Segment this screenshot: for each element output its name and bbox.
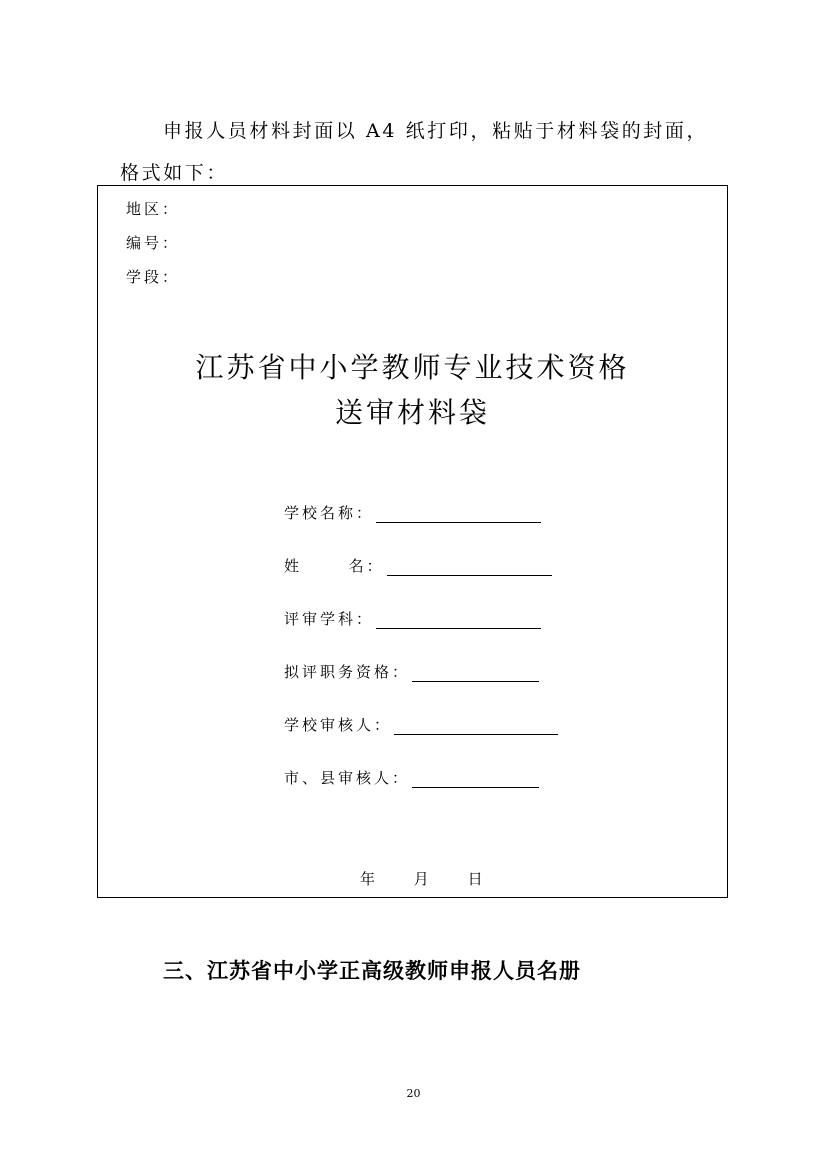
intro-line-2: 格式如下： — [120, 162, 229, 184]
cover-title-line-2: 送审材料袋 — [334, 396, 490, 429]
cover-title-line-1: 江苏省中小学教师专业技术资格 — [195, 351, 630, 384]
name-field — [284, 555, 552, 576]
school-reviewer-label: 学校审核人： — [284, 716, 393, 734]
title-qualification-label: 拟评职务资格： — [284, 663, 411, 681]
intro-line-1: 申报人员材料封面以 A4 纸打印，粘贴于材料袋的封面， — [163, 120, 709, 142]
school-reviewer-blank — [394, 716, 558, 735]
stage-label: 学段： — [126, 268, 181, 286]
date-month: 月 — [413, 870, 429, 888]
material-bag-cover — [97, 185, 728, 898]
date-line — [360, 868, 483, 889]
school-name-label: 学校名称： — [284, 504, 375, 522]
date-day: 日 — [467, 870, 483, 888]
title-qualification-blank — [412, 663, 539, 682]
city-county-reviewer-label: 市、县审核人： — [284, 769, 411, 787]
section-heading: 三、江苏省中小学正高级教师申报人员名册 — [163, 959, 581, 983]
name-label: 姓 名： — [284, 557, 385, 575]
page-number: 20 — [406, 1087, 421, 1100]
subject-blank — [376, 610, 541, 629]
title-qualification-field — [284, 661, 539, 682]
city-county-reviewer-blank — [412, 769, 539, 788]
region-label: 地区： — [126, 200, 181, 218]
subject-field — [284, 608, 541, 629]
subject-label: 评审学科： — [284, 610, 375, 628]
number-label: 编号： — [126, 234, 181, 252]
city-county-reviewer-field — [284, 767, 539, 788]
name-blank — [387, 557, 552, 576]
school-name-field — [284, 502, 541, 523]
school-name-blank — [376, 504, 541, 523]
date-year: 年 — [360, 870, 376, 888]
school-reviewer-field — [284, 714, 558, 735]
